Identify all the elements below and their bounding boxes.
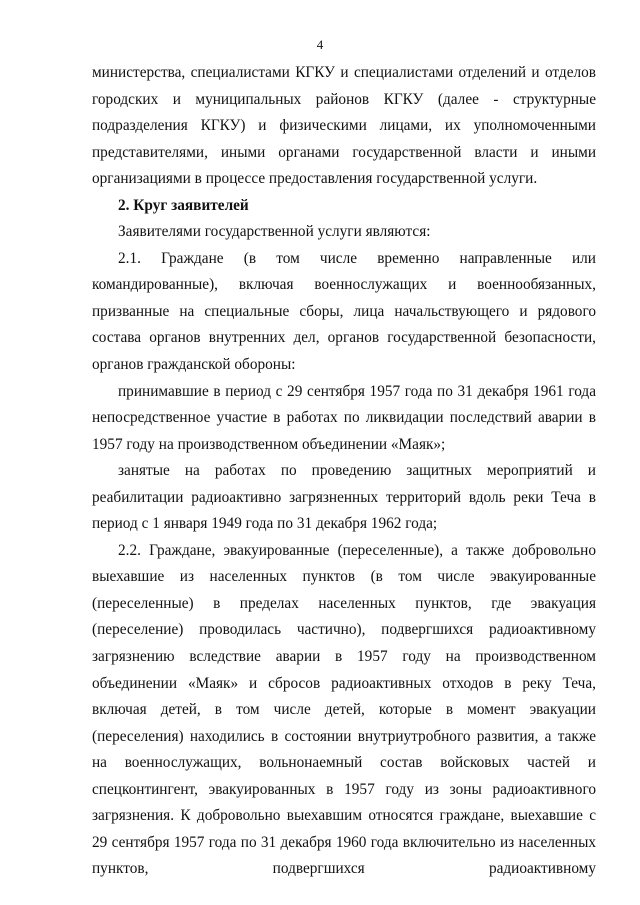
paragraph-item-2-1-a: принимавшие в период с 29 сентября 1957 года по 31 декабря 1961 года непосредственное участие в работах по ликвидации последствий аварии в 1957 году на производственном объединении «Маяк»; <box>92 382 596 453</box>
page-number: 4 <box>316 37 324 52</box>
paragraph-item-2-1: 2.1. Граждане (в том числе временно направленные или командированные), включая военнослужащих и военнообязанных, призванные на специальные сборы, лица начальствующего и рядового состава органов внутренних дел, органов государственной безопасности, органов гражданской обороны: <box>92 249 596 374</box>
paragraph-item-2-2: 2.2. Граждане, эвакуированные (переселенные), а также добровольно выехавшие из населенных пунктов (в том числе эвакуированные (переселенные) в пределах населенных пунктов, где эвакуация (переселение) проводилась частично), подвергшихся радиоактивному загрязнению вследствие аварии в 1957 году на производственном объединении «Маяк» и сбросов радиоактивных отходов в реку Теча, включая детей, в том числе детей, которые в момент эвакуации (переселения) находились в состоянии внутриутробного развития, а также на военнослужащих, вольнонаемный состав войсковых частей и спецконтингент, эвакуированных в 1957 году из зоны радиоактивного загрязнения. К добровольно выехавшим относятся граждане, выехавшие с 29 сентября 1957 года по 31 декабря 1960 года включительно из населенных пунктов, подвергшихся радиоактивному <box>92 541 596 878</box>
section-heading: 2. Круг заявителей <box>118 196 249 214</box>
paragraph-item-2-1-b: занятые на работах по проведению защитных мероприятий и реабилитации радиоактивно загрязненных территорий вдоль реки Теча в период с 1 января 1949 года по 31 декабря 1962 года; <box>92 462 596 533</box>
paragraph-applicants-intro: Заявителями государственной услуги являются: <box>118 223 431 241</box>
paragraph-continuation: министерства, специалистами КГКУ и специалистами отделений и отделов городских и муниципальных районов КГКУ (далее - структурные подразделения КГКУ) и физическими лицами, их уполномоченными представителями, иными органами государственной власти и иными организациями в процессе предоставления государственной услуги. <box>92 64 596 188</box>
document-body <box>92 60 596 883</box>
